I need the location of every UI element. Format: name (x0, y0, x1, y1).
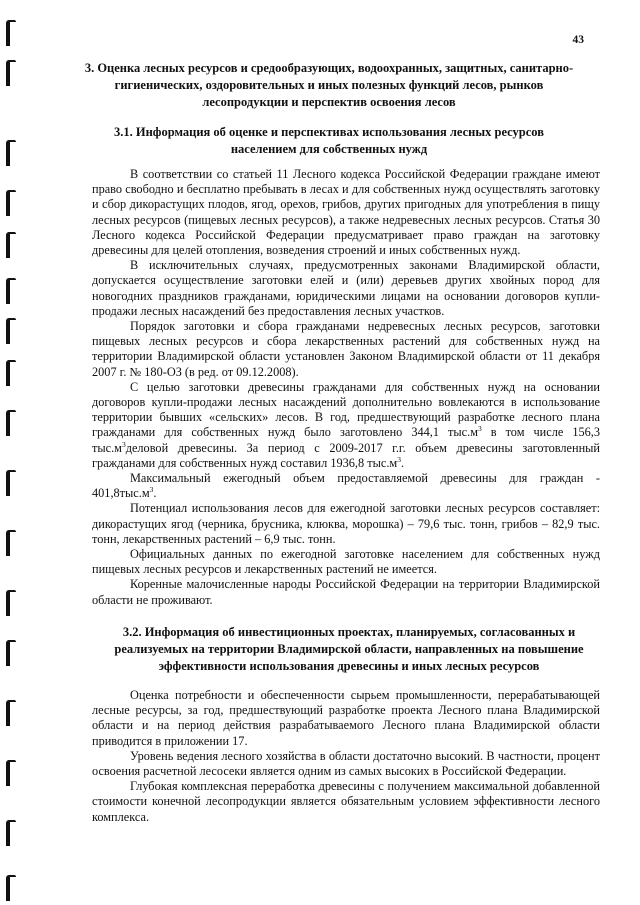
binding-ring (6, 820, 16, 846)
paragraph: Оценка потребности и обеспеченности сырьем промышленности, перерабатывающей лесные ресурсы, за год, предшествующий разработке проекта Лесного плана Владимирской области и на период действия разрабатываемого Лесного плана Владимирской области приводится в приложении 17. (92, 688, 600, 748)
paragraph: Уровень ведения лесного хозяйства в области достаточно высокий. В частности, процент освоения расчетной лесосеки является одним из самых высоких в Российской Федерации. (92, 748, 600, 779)
paragraph: Порядок заготовки и сбора гражданами недревесных лесных ресурсов, заготовки пищевых лесных ресурсов и сбора лекарственных растений для собственных нужд на территории Владимирской области установлен Законом Владимирской области от 11 декабря 2007 г. № 180-ОЗ (в ред. от 09.12.2008). (92, 319, 600, 379)
paragraph-text: в том числе 156,3 тыс.м (92, 425, 600, 455)
paragraph-text: деловой древесины. За период с 2009-2017 г.г. объем древесины заготовленный гражданами для собственных нужд составил 1936,8 тыс.м (92, 440, 600, 470)
binding-ring (6, 140, 16, 166)
binding-ring (6, 410, 16, 436)
paragraph: Потенциал использования лесов для ежегодной заготовки лесных ресурсов составляет: дикорастущих ягод (черника, брусника, клюква, морошка) – 79,6 тыс. тонн, грибов – 82,9 тыс. тонн, лекарственных растений – 6,9 тыс. тонн. (92, 501, 600, 546)
superscript: 3 (149, 485, 154, 495)
binding-ring (6, 875, 16, 901)
paragraph-text: Максимальный ежегодный объем предоставляемой древесины для граждан - 401,8тыс.м (92, 471, 600, 501)
section-3-title: 3. Оценка лесных ресурсов и средообразующих, водоохранных, защитных, санитарно-гигиенических, оздоровительных и иных полезных функций лесов, рынков лесопродукции и перспектив освоения лесов (84, 61, 574, 109)
paragraph-text: . (400, 455, 405, 470)
section-3-2-title: 3.2. Информация об инвестиционных проектах, планируемых, согласованных и реализуемых на территории Владимирской области, направленных на повышение эффективности использования древесины и иных лесных ресурсов (114, 625, 584, 673)
binding-ring (6, 530, 16, 556)
superscript: 3 (397, 454, 401, 464)
binding-ring (6, 360, 16, 386)
paragraph: Коренные малочисленные народы Российской Федерации на территории Владимирской области не проживают. (92, 577, 600, 607)
paragraph: Глубокая комплексная переработка древесины с получением максимальной добавленной стоимости конечной лесопродукции является обязательным условием эффективности лесного комплекса. (92, 779, 600, 824)
page-number: 43 (572, 34, 584, 46)
binding-ring (6, 190, 16, 216)
section-3-2-body (92, 688, 600, 825)
binding-ring (6, 318, 16, 344)
binding-ring (6, 232, 16, 258)
section-3-1-body (92, 167, 600, 608)
binding-ring (6, 20, 16, 46)
section-3-1-title: 3.1. Информация об оценке и перспективах использования лесных ресурсов населением для собственных нужд (114, 125, 544, 156)
binding-ring (6, 640, 16, 666)
superscript: 3 (121, 439, 126, 449)
paragraph: Официальных данных по ежегодной заготовке населением для собственных нужд пищевых лесных ресурсов и лекарственных растений не имеется. (92, 547, 600, 577)
paragraph-text: С целью заготовки древесины гражданами для собственных нужд на основании договоров купли-продажи лесных насаждений дополнительно вовлекаются в использование территории бывших «сельских» лесов. В год, предшествующий разработке лесного плана гражданами для собственных нужд было заготовлено 344,1 тыс.м (92, 379, 600, 440)
paragraph: В исключительных случаях, предусмотренных законами Владимирской области, допускается осуществление заготовки елей и (или) деревьев других хвойных пород для новогодних праздников гражданами, юридическими лицами на основании договоров купли-продажи лесных насаждений без предоставления лесных участков. (92, 258, 600, 318)
spiral-binding (0, 0, 24, 905)
binding-ring (6, 760, 16, 786)
binding-ring (6, 278, 16, 304)
paragraph (92, 380, 600, 471)
paragraph-text: . (153, 486, 157, 501)
binding-ring (6, 470, 16, 496)
binding-ring (6, 700, 16, 726)
paragraph (92, 471, 600, 501)
paragraph: В соответствии со статьей 11 Лесного кодекса Российской Федерации граждане имеют право свободно и бесплатно пребывать в лесах и для собственных нужд осуществлять заготовку и сбор дикорастущих плодов, ягод, орехов, грибов, других пригодных для употребления в пищу лесных ресурсов (пищевых лесных ресурсов), а также недревесных лесных ресурсов. Статья 30 Лесного кодекса Российской Федерации предусматривает право граждан на заготовку древесины для целей отопления, возведения строений и иных собственных нужд. (92, 167, 600, 258)
binding-ring (6, 590, 16, 616)
superscript: 3 (477, 424, 482, 434)
binding-ring (6, 60, 16, 86)
